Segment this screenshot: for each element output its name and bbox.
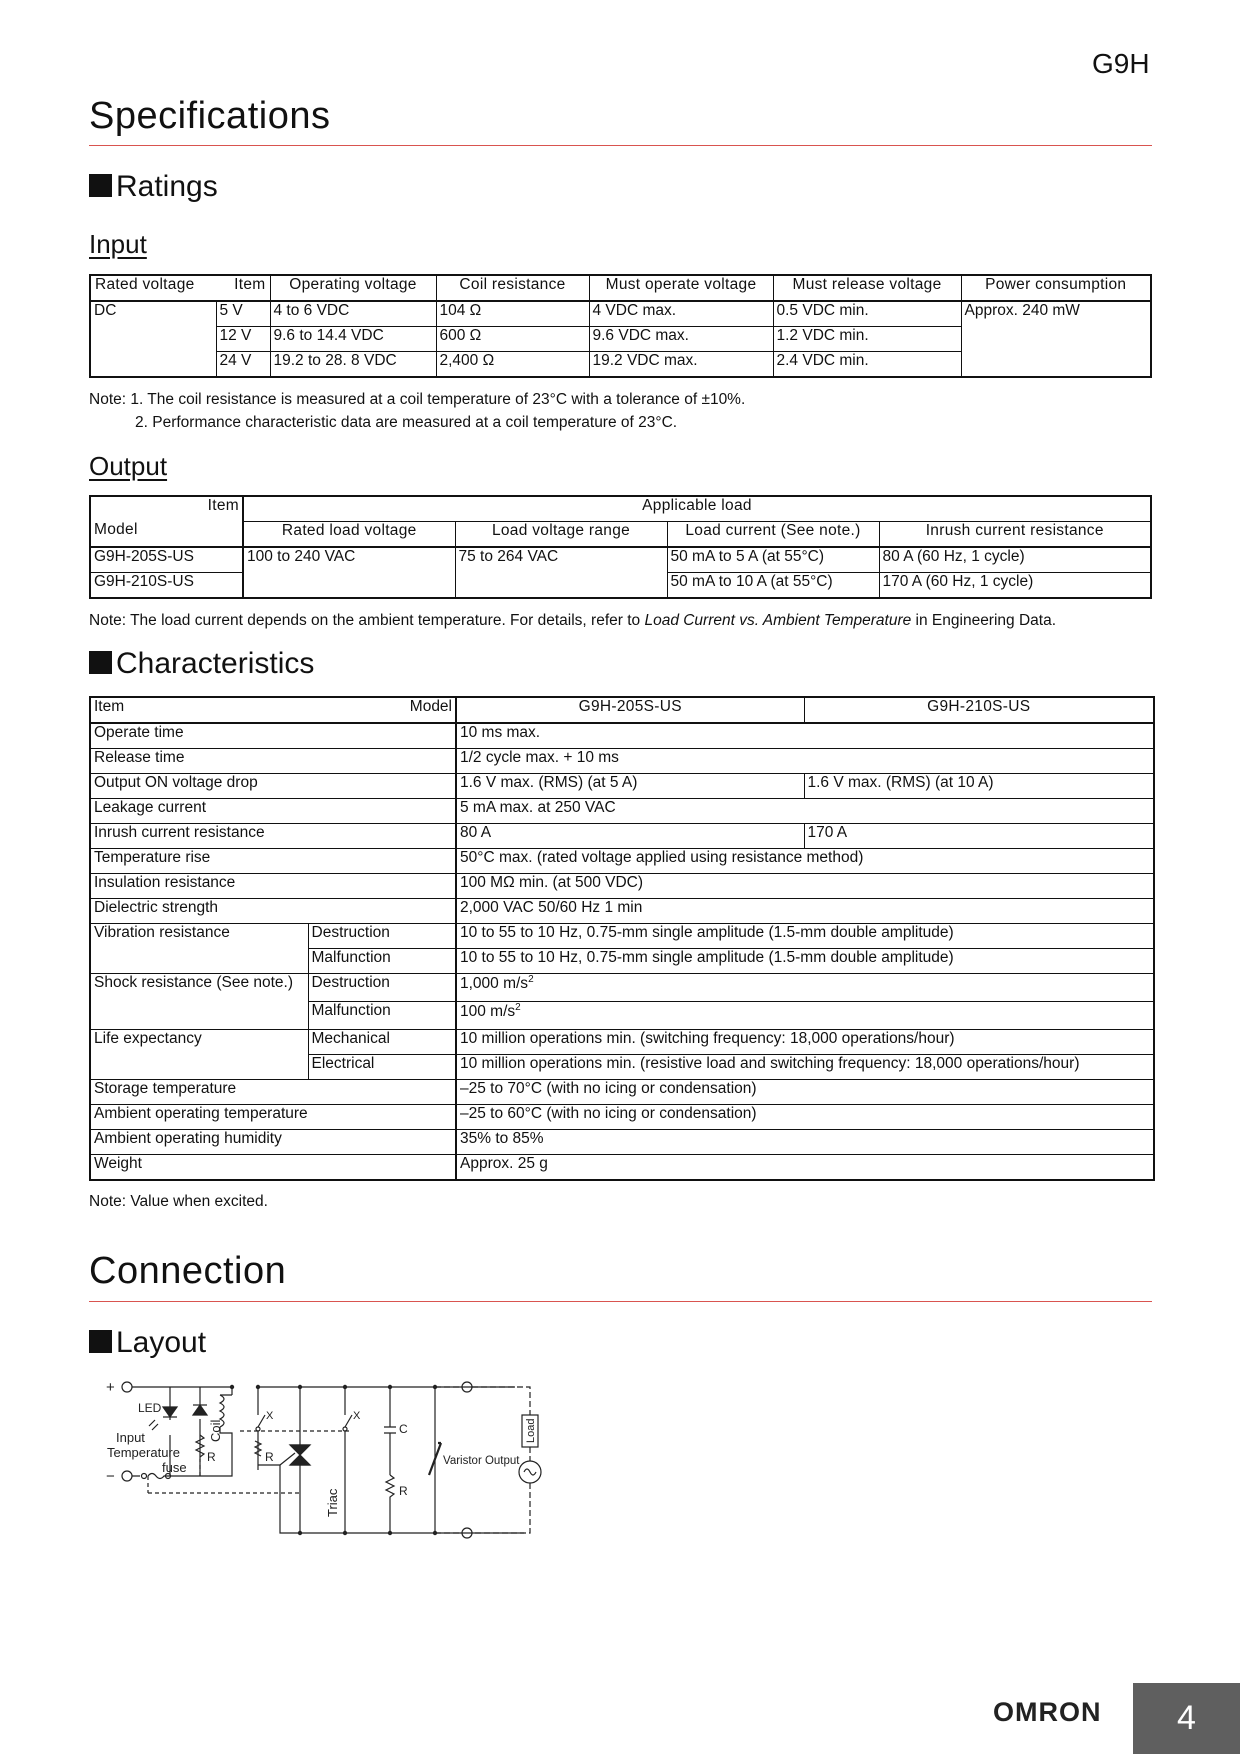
capacitor-label: C: [399, 1422, 408, 1436]
input-header-coil: Coil resistance: [436, 275, 589, 301]
resistor-r3-label: R: [399, 1484, 408, 1498]
fuse-label: fuse: [162, 1460, 187, 1475]
characteristics-note: Note: Value when excited.: [89, 1193, 268, 1210]
square-bullet-icon: [89, 1330, 112, 1353]
table-row: Output ON voltage drop 1.6 V max. (RMS) (at 5 A) 1.6 V max. (RMS) (at 10 A): [90, 774, 1154, 799]
output-header-applicable-load: Applicable load: [243, 496, 1151, 522]
circuit-diagram: [100, 1375, 550, 1545]
output-header-load-voltage-range: Load voltage range: [455, 522, 667, 548]
input-header-must-operate: Must operate voltage: [589, 275, 773, 301]
table-row: G9H-205S-US 100 to 240 VAC 75 to 264 VAC 50 mA to 5 A (at 55°C) 80 A (60 Hz, 1 cycle): [90, 547, 1151, 573]
coil-label: Coil: [208, 1419, 223, 1442]
output-header-rated-load-voltage: Rated load voltage: [243, 522, 455, 548]
x1-label: X: [266, 1410, 274, 1422]
output-heading: Output: [89, 451, 168, 481]
led-icon: [163, 1407, 177, 1417]
specifications-title: Specifications: [89, 95, 331, 137]
characteristics-table: [89, 696, 1155, 1181]
output-header-inrush: Inrush current resistance: [879, 522, 1151, 548]
section-divider: [89, 145, 1152, 146]
table-row: Ambient operating temperature –25 to 60°C (with no icing or condensation): [90, 1105, 1154, 1130]
triac-label: Triac: [325, 1488, 340, 1517]
input-table: [89, 274, 1152, 378]
output-header-load-current: Load current (See note.): [667, 522, 879, 548]
diode-icon: [193, 1405, 207, 1415]
table-row: 24 V 19.2 to 28. 8 VDC 2,400 Ω 19.2 VDC max. 2.4 VDC min.: [90, 352, 1151, 378]
characteristics-heading: Characteristics: [89, 647, 314, 681]
x2-label: X: [353, 1410, 361, 1422]
table-row: Vibration resistance Destruction 10 to 55 to 10 Hz, 0.75-mm single amplitude (1.5-mm double amplitude): [90, 924, 1154, 949]
input-header-power: Power consumption: [961, 275, 1151, 301]
table-row: Operate time 10 ms max.: [90, 723, 1154, 749]
input-note-2: 2. Performance characteristic data are measured at a coil temperature of 23°C.: [135, 414, 678, 431]
minus-terminal-icon: [122, 1471, 132, 1481]
section-divider: [89, 1301, 1152, 1302]
table-row: Shock resistance (See note.) Destruction 1,000 $m/s^2$: [90, 974, 1154, 1002]
led-label: LED: [138, 1401, 162, 1415]
char-header-model-a: G9H-205S-US: [456, 697, 804, 723]
input-heading: Input: [89, 229, 147, 259]
table-row: Electrical 10 million operations min. (resistive load and switching frequency: 18,000 operations/hour): [90, 1055, 1154, 1080]
brand-logo: OMRON: [993, 1697, 1102, 1727]
square-bullet-icon: [89, 174, 112, 197]
input-header-operating: Operating voltage: [270, 275, 436, 301]
varistor-output-label: Varistor Output: [443, 1455, 520, 1467]
input-label: Input: [116, 1430, 145, 1445]
table-row: Leakage current 5 mA max. at 250 VAC: [90, 799, 1154, 824]
resistor-r1-label: R: [207, 1450, 216, 1464]
minus-label: −: [106, 1468, 115, 1485]
table-row: 12 V 9.6 to 14.4 VDC 600 Ω 9.6 VDC max. 1.2 VDC min.: [90, 327, 1151, 352]
capacitor-icon: [384, 1387, 396, 1475]
output-table: [89, 495, 1152, 599]
table-row: Malfunction 10 to 55 to 10 Hz, 0.75-mm single amplitude (1.5-mm double amplitude): [90, 949, 1154, 974]
table-row: Ambient operating humidity 35% to 85%: [90, 1130, 1154, 1155]
switch-x1-icon: [256, 1427, 260, 1431]
layout-heading: Layout: [89, 1326, 206, 1360]
connection-title: Connection: [89, 1250, 287, 1292]
fuse-icon: [142, 1474, 147, 1479]
input-note-1: Note: 1. The coil resistance is measured at a coil temperature of 23°C with a tolerance of ±10%.: [89, 391, 746, 408]
table-row: Life expectancy Mechanical 10 million operations min. (switching frequency: 18,000 operations/hour): [90, 1030, 1154, 1055]
output-note: Note: The load current depends on the ambient temperature. For details, refer to Load Current vs. Ambient Temperature in Engineering Data.: [89, 612, 1057, 629]
table-row: Weight Approx. 25 g: [90, 1155, 1154, 1181]
table-row: DC 5 V 4 to 6 VDC 104 Ω 4 VDC max. 0.5 VDC min. Approx. 240 mW: [90, 301, 1151, 327]
table-row: Temperature rise 50°C max. (rated voltage applied using resistance method): [90, 849, 1154, 874]
input-header-rated-item: Rated voltage Item: [90, 275, 270, 301]
triac-icon: [290, 1445, 310, 1455]
table-row: G9H-210S-US 50 mA to 10 A (at 55°C) 170 A (60 Hz, 1 cycle): [90, 573, 1151, 599]
input-power-value: Approx. 240 mW: [961, 301, 1151, 377]
table-row: Storage temperature –25 to 70°C (with no icing or condensation): [90, 1080, 1154, 1105]
page-number: 4: [1133, 1683, 1240, 1754]
table-row: Inrush current resistance 80 A 170 A: [90, 824, 1154, 849]
output-header-item-model: Item Model: [90, 496, 243, 547]
table-row: Release time 1/2 cycle max. + 10 ms: [90, 749, 1154, 774]
switch-x2-icon: [343, 1427, 347, 1431]
char-header-item-model: Item Model: [90, 697, 456, 723]
table-row: Malfunction 100 $m/s^2$: [90, 1002, 1154, 1030]
square-bullet-icon: [89, 651, 112, 674]
plus-terminal-icon: [122, 1382, 132, 1392]
ratings-heading: Ratings: [89, 170, 218, 204]
temperature-label: Temperature: [107, 1445, 180, 1460]
table-row: Dielectric strength 2,000 VAC 50/60 Hz 1 min: [90, 899, 1154, 924]
model-tag: G9H: [1092, 48, 1150, 79]
table-row: Insulation resistance 100 MΩ min. (at 500 VDC): [90, 874, 1154, 899]
load-label: Load: [525, 1418, 537, 1443]
input-type: DC: [90, 301, 216, 377]
plus-label: +: [106, 1379, 115, 1396]
input-header-must-release: Must release voltage: [773, 275, 961, 301]
char-header-model-b: G9H-210S-US: [804, 697, 1154, 723]
resistor-r2-label: R: [265, 1450, 274, 1464]
